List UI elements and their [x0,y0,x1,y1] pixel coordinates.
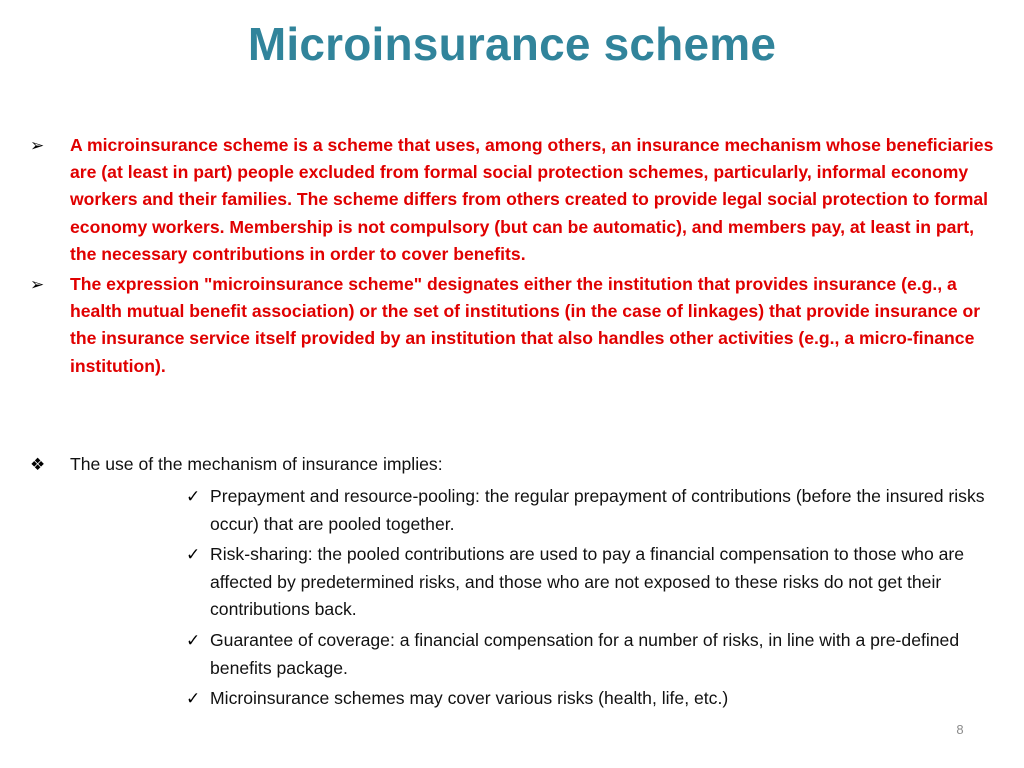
checkmark-icon: ✓ [186,689,201,709]
checkmark-icon: ✓ [186,630,201,650]
mechanism-intro [30,451,1005,478]
arrowhead-bullet-icon: ➢ [30,136,45,155]
definition-bullet-list [30,132,1005,383]
check-item-text: Prepayment and resource-pooling: the regular prepayment of contributions (before the insured risks occur) that are pooled together. [210,486,985,534]
check-item-text: Microinsurance schemes may cover various risks (health, life, etc.) [210,688,729,709]
check-list-item [186,541,1001,624]
checkmark-icon: ✓ [186,545,201,565]
check-list-item [186,685,1001,713]
check-item-text: Guarantee of coverage: a financial compensation for a number of risks, in line with a pre-defined benefits package. [210,629,960,678]
arrowhead-bullet-icon: ➢ [30,275,45,295]
definition-bullet-text: The expression "microinsurance scheme" designates either the institution that provides insurance (e.g., a health mutual benefit association) or the set of institutions (in the case of linkages) that provide insurance or the insurance service itself provided by an institution that also handles other activities (e.g., a micro-finance institution). [70,274,981,376]
page-number: 8 [956,722,964,737]
definition-bullet-item [30,132,1005,268]
check-item-text: Risk-sharing: the pooled contributions are used to pay a financial compensation to those who are affected by predetermined risks, and those who are not exposed to these risks do not get their contributions back. [210,544,965,620]
definition-bullet-text: A microinsurance scheme is a scheme that uses, among others, an insurance mechanism whose beneficiaries are (at least in part) people excluded from formal social protection schemes, particularly, informal economy workers and their families. The scheme differs from others created to provide legal social protection to formal economy workers. Membership is not compulsory (but can be automatic), and members pay, at least in part, the necessary contributions in order to cover benefits. [70,135,994,264]
checkmark-icon: ✓ [186,487,201,506]
diamond-bullet-icon: ❖ [30,455,46,474]
definition-bullet-item [30,271,1005,380]
check-list-item [186,483,1001,538]
mechanism-intro-text: The use of the mechanism of insurance implies: [70,454,443,474]
mechanism-check-list [186,483,1001,716]
slide-title: Microinsurance scheme [247,18,777,70]
check-list-item [186,627,1001,682]
